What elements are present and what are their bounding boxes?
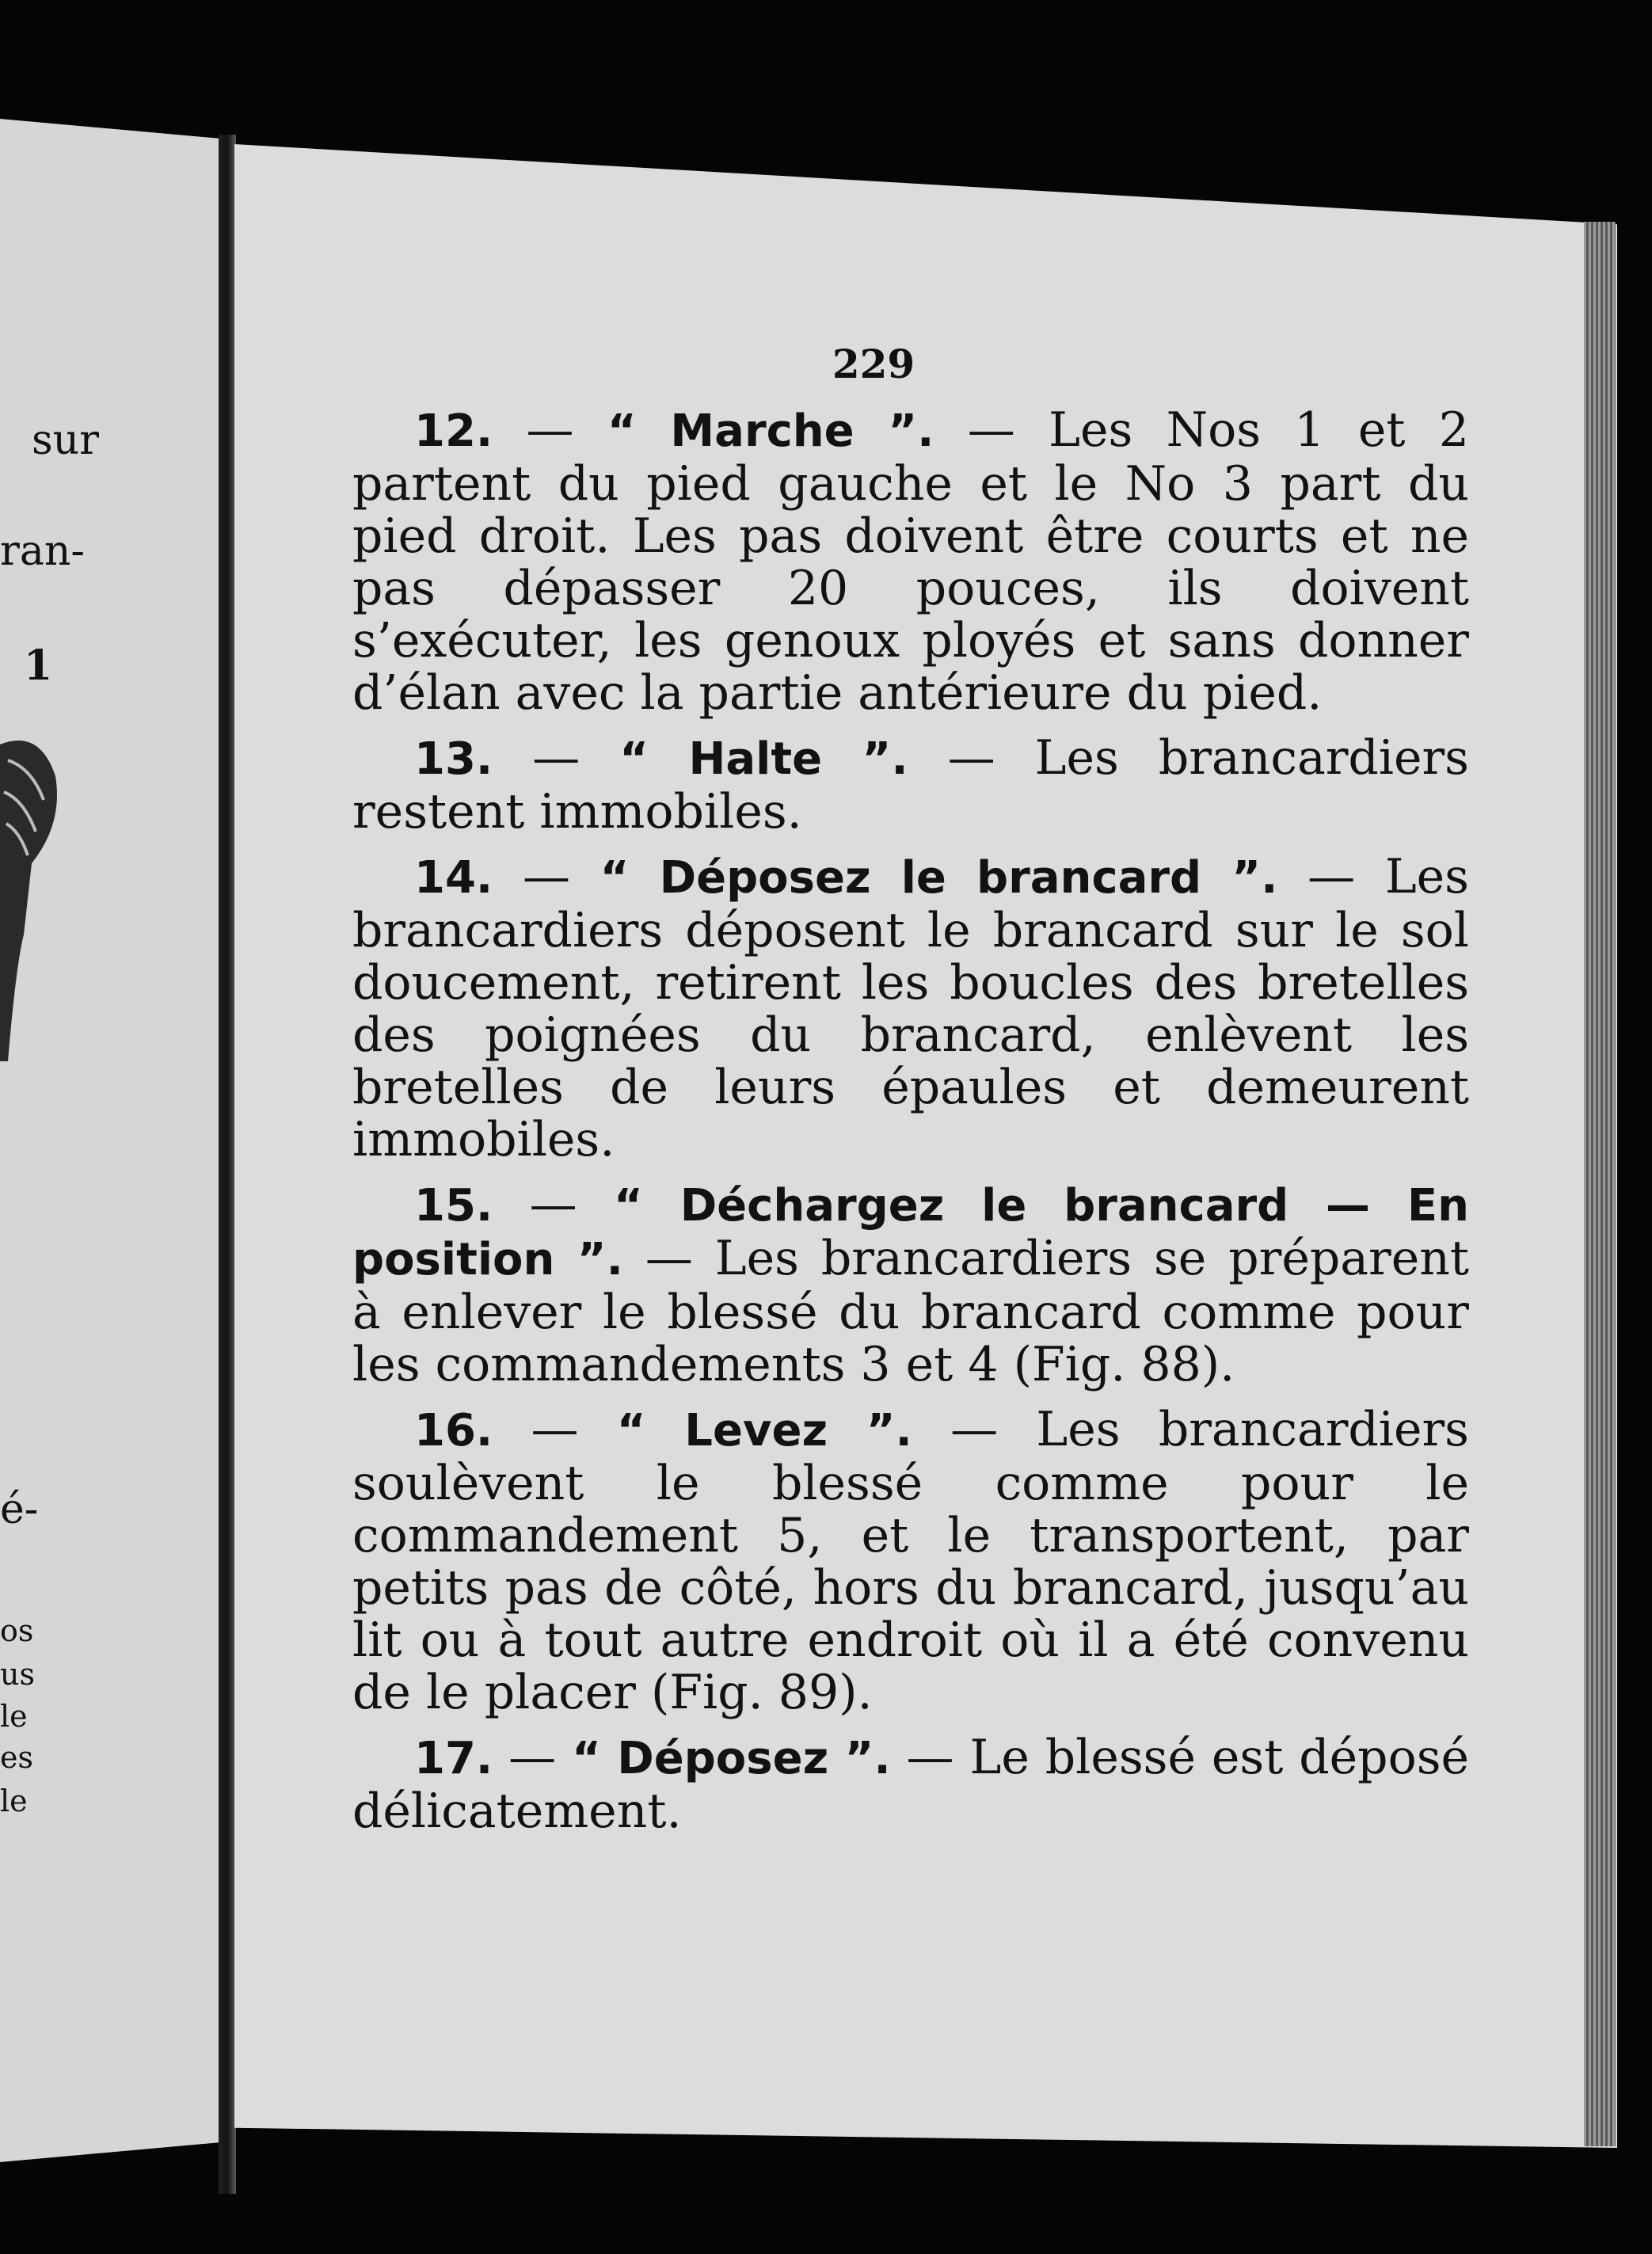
left-fragment: le — [0, 1784, 28, 1818]
item-number: 15. — [414, 1180, 493, 1232]
command-label: “ Marche ”. — [607, 405, 934, 457]
paragraph-15: 15. — “ Déchargez le brancard — En position ”. — Les brancardiers se préparent à enlever le blessé du brancard comme pour les commandements 3 et 4 (Fig. 88). — [352, 1177, 1469, 1392]
page-body — [352, 404, 1469, 1850]
left-fragment: le — [0, 1699, 28, 1734]
paragraph-17: 17. — “ Déposez ”. — Le blessé est déposé délicatement. — [352, 1730, 1469, 1839]
command-label: “ Déchargez le brancard — En position ”. — [352, 1180, 1469, 1285]
paragraph-text: Les brancardiers déposent le brancard sur le sol doucement, retirent les boucles des bretelles des poignées du brancard, enlèvent les bretelles de leurs épaules et demeurent immobiles. — [352, 849, 1469, 1167]
command-label: “ Levez ”. — [616, 1405, 912, 1456]
left-fragment: 1 — [24, 642, 53, 690]
book-gutter — [219, 135, 236, 2194]
paragraph-text: Les brancardiers restent immobiles. — [352, 730, 1469, 840]
paragraph-14: 14. — “ Déposez le brancard ”. — Les brancardiers déposent le brancard sur le sol doucement, retirent les boucles des bretelles des poignées du brancard, enlèvent les bretelles de leurs épaules et demeurent immobiles. — [352, 849, 1469, 1167]
left-fragment: us — [0, 1657, 35, 1692]
left-fragment: es — [0, 1740, 33, 1775]
item-number: 17. — [414, 1733, 493, 1784]
paragraph-text: Les brancardiers se préparent à enlever le blessé du brancard comme pour les commandements 3 et 4 (Fig. 88). — [352, 1231, 1469, 1392]
left-illustration-fragment — [0, 729, 63, 1061]
item-number: 12. — [414, 405, 493, 457]
item-number: 14. — [414, 852, 493, 904]
left-fragment: os — [0, 1613, 34, 1648]
paragraph-16: 16. — “ Levez ”. — Les brancardiers soulèvent le blessé comme pour le commandement 5, et le transportent, par petits pas de côté, hors du brancard, jusqu’au lit ou à tout autre endroit où il a été convenu de le placer (Fig. 89). — [352, 1402, 1469, 1720]
paragraph-text: Les brancardiers soulèvent le blessé comme pour le commandement 5, et le transportent, par petits pas de côté, hors du brancard, jusqu’au lit ou à tout autre endroit où il a été convenu de le placer (Fig. 89). — [352, 1402, 1469, 1720]
left-fragment: ran- — [0, 527, 85, 575]
paragraph-text: Les Nos 1 et 2 partent du pied gauche et le No 3 part du pied droit. Les pas doivent être courts et ne pas dépasser 20 pouces, ils doivent s’exécuter, les genoux ployés et sans donner d’élan avec la partie antérieure du pied. — [352, 402, 1469, 721]
paragraph-13: 13. — “ Halte ”. — Les brancardiers restent immobiles. — [352, 730, 1469, 840]
left-fragment: sur — [32, 417, 100, 464]
left-fragment: é- — [0, 1486, 39, 1533]
item-number: 13. — [414, 733, 493, 785]
page-number: 229 — [832, 341, 915, 387]
paragraph-12: 12. — “ Marche ”. — Les Nos 1 et 2 partent du pied gauche et le No 3 part du pied droit. Les pas doivent être courts et ne pas dépasser 20 pouces, ils doivent s’exécuter, les genoux ployés et sans donner d’élan avec la partie antérieure du pied. — [352, 402, 1469, 721]
page-edges — [1584, 222, 1616, 2146]
command-label: “ Déposez ”. — [572, 1733, 891, 1784]
command-label: “ Déposez le brancard ”. — [600, 852, 1278, 904]
command-label: “ Halte ”. — [619, 733, 908, 785]
item-number: 16. — [414, 1405, 493, 1456]
paragraph-text: Le blessé est déposé délicatement. — [352, 1730, 1469, 1839]
